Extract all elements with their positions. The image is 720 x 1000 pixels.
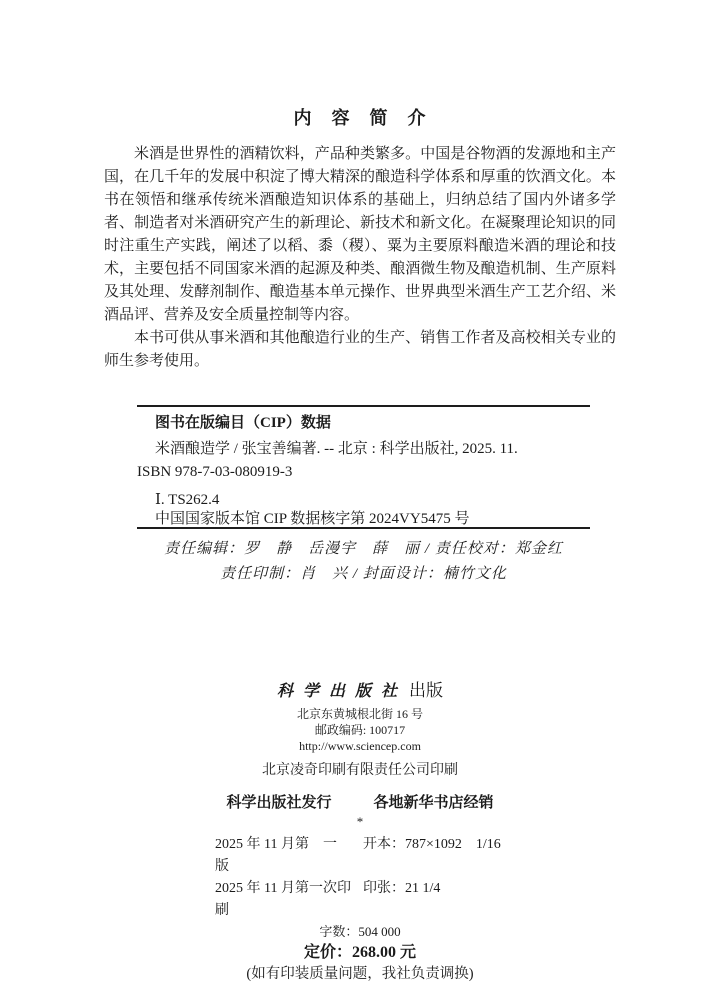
edition-date: 2025 年 11 月第 一 版 bbox=[215, 837, 351, 874]
distribution-bookstore: 各地新华书店经销 bbox=[373, 795, 494, 811]
colophon bbox=[104, 680, 616, 984]
printer-line: 北京凌奇印刷有限责任公司印刷 bbox=[262, 763, 458, 778]
publisher-suffix: 出版 bbox=[409, 681, 443, 700]
distribution-line bbox=[104, 793, 616, 813]
content-intro-section bbox=[104, 104, 616, 373]
divider-rule-bottom bbox=[137, 527, 590, 529]
cip-isbn: ISBN 978-7-03-080919-3 bbox=[137, 464, 293, 480]
cip-record-number: 中国国家版本馆 CIP 数据核字第 2024VY5475 号 bbox=[155, 511, 470, 527]
intro-paragraph-1: 米酒是世界性的酒精饮料，产品种类繁多。中国是谷物酒的发源地和主产国，在几千年的发展中积淀了博大精深的酿造科学体系和厚重的饮酒文化。本书在领悟和继承传统米酒酿造知识体系的基础上，归纳总结了国内外诸多学者、制造者对米酒研究产生的新理论、新技术和新文化。在凝聚理论知识的同时注重生产实践，阐述了以稻、黍（稷）、粟为主要原料酿造米酒的理论和技术，主要包括不同国家米酒的起源及种类、酿酒微生物及酿造机制、生产原料及其处理、发酵剂制作、酿造基本单元操作、世界典型米酒生产工艺介绍、米酒品评、营养及安全质量控制等内容。 bbox=[104, 146, 616, 323]
quality-note: (如有印装质量问题，我社负责调换) bbox=[246, 966, 474, 982]
intro-title: 内 容 简 介 bbox=[293, 108, 427, 128]
price: 定价：268.00 元 bbox=[303, 944, 416, 961]
credits-editors-line: 责任编辑：罗 静 岳漫宇 薛 丽 / 责任校对：郑金红 bbox=[164, 541, 563, 557]
printing-date: 2025 年 11 月第一次印刷 bbox=[215, 881, 351, 918]
staff-credits bbox=[137, 537, 590, 587]
intro-paragraph-2: 本书可供从事米酒和其他酿造行业的生产、销售工作者及高校相关专业的师生参考使用。 bbox=[104, 330, 616, 369]
cip-block bbox=[137, 413, 607, 529]
publisher-line bbox=[104, 680, 616, 703]
star-divider: * bbox=[356, 814, 364, 829]
format-spec: 开本：787×1092 1/16 bbox=[363, 837, 501, 852]
divider-rule-top bbox=[137, 405, 590, 407]
publisher-logo: 科学出版社 bbox=[276, 683, 407, 700]
edition-info bbox=[215, 834, 525, 922]
distribution-publisher: 科学出版社发行 bbox=[226, 795, 332, 811]
word-count: 字数：504 000 bbox=[319, 924, 401, 939]
publisher-website: http://www.sciencep.com bbox=[299, 739, 421, 753]
cip-class-code: Ⅰ. TS262.4 bbox=[155, 492, 220, 508]
publisher-postcode: 邮政编码: 100717 bbox=[314, 723, 406, 737]
edition-row-1 bbox=[215, 834, 525, 878]
cip-header: 图书在版编目（CIP）数据 bbox=[155, 415, 331, 431]
publisher-address: 北京东黄城根北街 16 号 bbox=[296, 707, 423, 721]
edition-row-2 bbox=[215, 878, 525, 922]
sheet-count: 印张：21 1/4 bbox=[363, 881, 441, 896]
cip-entry: 米酒酿造学 / 张宝善编著. -- 北京 : 科学出版社, 2025. 11. bbox=[155, 441, 518, 457]
credits-printing-line: 责任印制：肖 兴 / 封面设计：楠竹文化 bbox=[220, 566, 507, 582]
